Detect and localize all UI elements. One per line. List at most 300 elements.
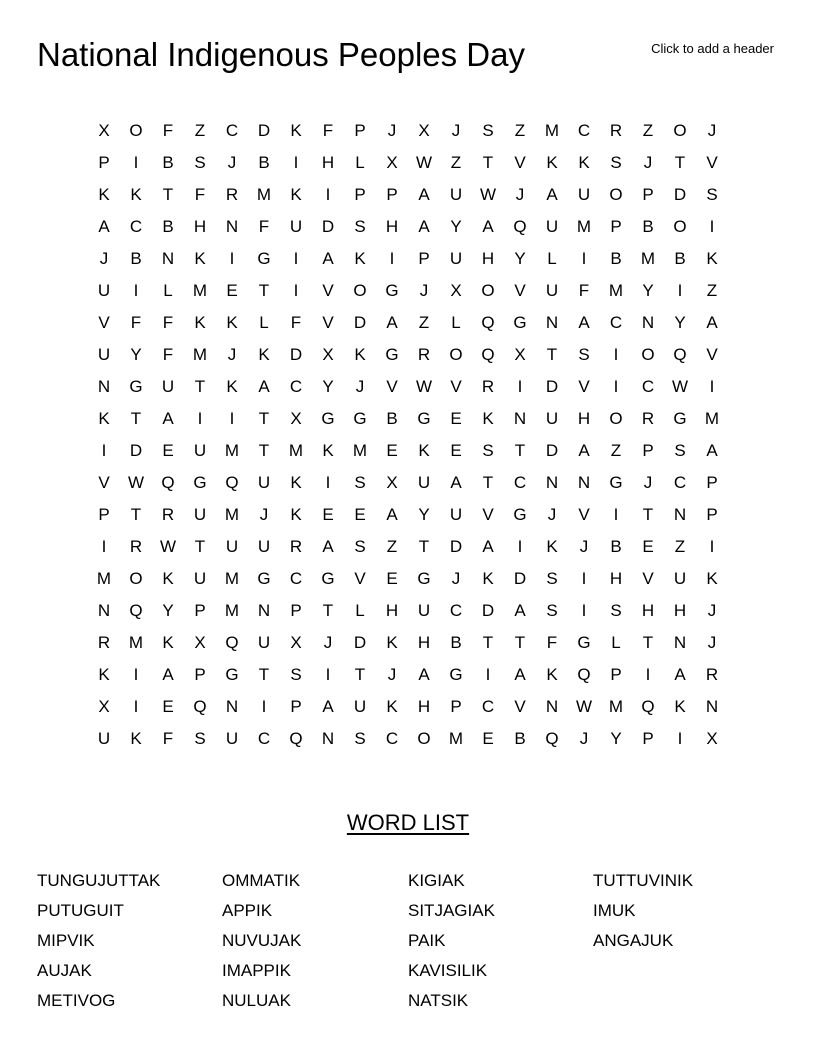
grid-letter: B bbox=[674, 249, 686, 268]
grid-letter: P bbox=[642, 185, 654, 204]
grid-letter: P bbox=[354, 185, 366, 204]
grid-letter: F bbox=[258, 217, 270, 236]
grid-letter: S bbox=[674, 441, 686, 460]
grid-letter: A bbox=[514, 601, 526, 620]
grid-letter: F bbox=[546, 633, 558, 652]
grid-letter: D bbox=[353, 313, 367, 332]
grid-letter: P bbox=[194, 665, 206, 684]
grid-letter: J bbox=[707, 601, 717, 620]
grid-letter: T bbox=[482, 473, 494, 492]
grid-letter: A bbox=[386, 313, 398, 332]
grid-letter: W bbox=[671, 377, 689, 396]
grid-letter: K bbox=[98, 185, 110, 204]
grid-letter: Z bbox=[674, 537, 686, 556]
grid-letter: G bbox=[129, 377, 143, 396]
grid-letter: B bbox=[642, 217, 654, 236]
grid-letter: I bbox=[325, 665, 331, 684]
grid-letter: G bbox=[673, 409, 687, 428]
grid-letter: W bbox=[479, 185, 497, 204]
word-list-item: PUTUGUIT bbox=[37, 901, 124, 920]
grid-letter: N bbox=[257, 601, 271, 620]
grid-letter: D bbox=[129, 441, 143, 460]
grid-letter: M bbox=[256, 185, 272, 204]
grid-letter: H bbox=[385, 601, 399, 620]
grid-letter: I bbox=[133, 153, 139, 172]
grid-letter: E bbox=[482, 729, 494, 748]
grid-letter: V bbox=[98, 473, 110, 492]
grid-letter: J bbox=[387, 121, 397, 140]
grid-letter: P bbox=[706, 505, 718, 524]
grid-letter: N bbox=[513, 409, 527, 428]
grid-letter: C bbox=[577, 121, 591, 140]
grid-letter: H bbox=[193, 217, 207, 236]
grid-letter: P bbox=[610, 217, 622, 236]
grid-letter: I bbox=[613, 377, 619, 396]
grid-letter: S bbox=[482, 441, 494, 460]
grid-letter: A bbox=[482, 217, 494, 236]
grid-letter: H bbox=[481, 249, 495, 268]
grid-letter: K bbox=[98, 665, 110, 684]
grid-letter: U bbox=[161, 377, 175, 396]
grid-letter: C bbox=[129, 217, 143, 236]
grid-letter: M bbox=[608, 281, 624, 300]
grid-letter: R bbox=[705, 665, 719, 684]
grid-letter: S bbox=[354, 537, 366, 556]
grid-letter: P bbox=[290, 601, 302, 620]
grid-letter: N bbox=[545, 697, 559, 716]
word-column-2 bbox=[222, 866, 402, 1016]
grid-letter: K bbox=[226, 313, 238, 332]
grid-letter: Q bbox=[193, 697, 207, 716]
grid-letter: Z bbox=[194, 121, 206, 140]
word-column-4 bbox=[593, 866, 773, 956]
grid-letter: D bbox=[353, 633, 367, 652]
grid-letter: R bbox=[289, 537, 303, 556]
grid-letter: Y bbox=[642, 281, 654, 300]
grid-letter: I bbox=[293, 281, 299, 300]
grid-letter: K bbox=[482, 569, 494, 588]
grid-letter: K bbox=[706, 249, 718, 268]
grid-letter: U bbox=[417, 473, 431, 492]
grid-letter: E bbox=[226, 281, 238, 300]
grid-letter: Z bbox=[514, 121, 526, 140]
grid-letter: M bbox=[224, 505, 240, 524]
grid-letter: B bbox=[162, 217, 174, 236]
grid-letter: X bbox=[386, 153, 398, 172]
grid-letter: A bbox=[706, 441, 718, 460]
grid-letter: N bbox=[161, 249, 175, 268]
grid-letter: A bbox=[578, 313, 590, 332]
grid-letter: T bbox=[130, 409, 142, 428]
word-list-item: KAVISILIK bbox=[408, 961, 488, 980]
grid-letter: K bbox=[130, 729, 142, 748]
grid-letter: L bbox=[355, 601, 365, 620]
grid-letter: G bbox=[513, 313, 527, 332]
grid-letter: K bbox=[258, 345, 270, 364]
word-list-item: ANGAJUK bbox=[593, 931, 674, 950]
grid-letter: R bbox=[129, 537, 143, 556]
word-column-1 bbox=[37, 866, 217, 1016]
grid-letter: K bbox=[354, 345, 366, 364]
grid-letter: Z bbox=[450, 153, 462, 172]
grid-letter: O bbox=[641, 345, 655, 364]
grid-letter: V bbox=[514, 281, 526, 300]
grid-letter: Z bbox=[386, 537, 398, 556]
grid-letter: I bbox=[645, 665, 651, 684]
grid-letter: Y bbox=[610, 729, 622, 748]
word-list-item: AUJAK bbox=[37, 961, 92, 980]
word-list-item: TUNGUJUTTAK bbox=[37, 871, 161, 890]
grid-letter: R bbox=[97, 633, 111, 652]
grid-letter: Q bbox=[225, 633, 239, 652]
grid-letter: I bbox=[581, 569, 587, 588]
grid-letter: E bbox=[450, 409, 462, 428]
grid-letter: I bbox=[325, 473, 331, 492]
grid-letter: A bbox=[258, 377, 270, 396]
grid-letter: H bbox=[385, 217, 399, 236]
grid-letter: V bbox=[98, 313, 110, 332]
page-title: National Indigenous Peoples Day bbox=[37, 36, 525, 73]
letter-grid bbox=[88, 115, 728, 755]
grid-letter: S bbox=[354, 729, 366, 748]
grid-letter: P bbox=[610, 665, 622, 684]
grid-letter: S bbox=[546, 601, 558, 620]
grid-letter: X bbox=[706, 729, 718, 748]
grid-letter: K bbox=[194, 313, 206, 332]
grid-letter: G bbox=[321, 569, 335, 588]
grid-letter: D bbox=[449, 537, 463, 556]
grid-letter: X bbox=[418, 121, 430, 140]
grid-letter: N bbox=[673, 633, 687, 652]
grid-letter: K bbox=[130, 185, 142, 204]
grid-letter: A bbox=[418, 665, 430, 684]
grid-letter: V bbox=[642, 569, 654, 588]
grid-letter: U bbox=[193, 441, 207, 460]
word-list-item: APPIK bbox=[222, 901, 273, 920]
grid-letter: X bbox=[386, 473, 398, 492]
grid-letter: L bbox=[547, 249, 557, 268]
grid-letter: F bbox=[162, 121, 174, 140]
grid-letter: B bbox=[130, 249, 142, 268]
grid-letter: U bbox=[353, 697, 367, 716]
grid-letter: V bbox=[322, 313, 334, 332]
grid-letter: I bbox=[197, 409, 203, 428]
grid-letter: G bbox=[193, 473, 207, 492]
grid-letter: U bbox=[577, 185, 591, 204]
grid-letter: U bbox=[257, 473, 271, 492]
grid-letter: S bbox=[354, 217, 366, 236]
grid-letter: Q bbox=[641, 697, 655, 716]
word-list-item: OMMATIK bbox=[222, 871, 301, 890]
grid-letter: X bbox=[514, 345, 526, 364]
grid-letter: Y bbox=[514, 249, 526, 268]
grid-letter: U bbox=[97, 729, 111, 748]
grid-letter: T bbox=[514, 441, 526, 460]
grid-letter: W bbox=[415, 153, 433, 172]
grid-letter: B bbox=[258, 153, 270, 172]
grid-letter: S bbox=[194, 153, 206, 172]
grid-letter: U bbox=[545, 281, 559, 300]
grid-letter: U bbox=[449, 249, 463, 268]
grid-letter: C bbox=[385, 729, 399, 748]
grid-letter: I bbox=[517, 537, 523, 556]
grid-letter: K bbox=[482, 409, 494, 428]
grid-letter: C bbox=[257, 729, 271, 748]
grid-letter: G bbox=[321, 409, 335, 428]
grid-letter: K bbox=[546, 153, 558, 172]
grid-letter: E bbox=[386, 441, 398, 460]
grid-letter: I bbox=[709, 537, 715, 556]
grid-letter: Q bbox=[545, 729, 559, 748]
grid-letter: Z bbox=[642, 121, 654, 140]
grid-letter: V bbox=[706, 345, 718, 364]
grid-letter: U bbox=[417, 601, 431, 620]
grid-letter: X bbox=[450, 281, 462, 300]
grid-letter: F bbox=[194, 185, 206, 204]
grid-letter: A bbox=[162, 409, 174, 428]
grid-letter: P bbox=[290, 697, 302, 716]
grid-letter: M bbox=[96, 569, 112, 588]
grid-letter: I bbox=[581, 249, 587, 268]
grid-letter: Y bbox=[418, 505, 430, 524]
grid-letter: X bbox=[290, 633, 302, 652]
grid-letter: I bbox=[677, 281, 683, 300]
grid-letter: M bbox=[608, 697, 624, 716]
word-list-item: PAIK bbox=[408, 931, 446, 950]
grid-letter: N bbox=[97, 601, 111, 620]
grid-letter: T bbox=[482, 633, 494, 652]
grid-letter: C bbox=[673, 473, 687, 492]
grid-letter: A bbox=[482, 537, 494, 556]
grid-letter: O bbox=[673, 121, 687, 140]
grid-letter: P bbox=[98, 153, 110, 172]
grid-letter: M bbox=[704, 409, 720, 428]
grid-letter: K bbox=[290, 185, 302, 204]
grid-letter: E bbox=[450, 441, 462, 460]
grid-letter: P bbox=[354, 121, 366, 140]
grid-letter: Y bbox=[674, 313, 686, 332]
grid-letter: W bbox=[127, 473, 145, 492]
grid-letter: O bbox=[609, 409, 623, 428]
grid-letter: T bbox=[162, 185, 174, 204]
grid-letter: R bbox=[417, 345, 431, 364]
grid-letter: F bbox=[130, 313, 142, 332]
grid-letter: U bbox=[193, 505, 207, 524]
grid-letter: E bbox=[354, 505, 366, 524]
grid-letter: P bbox=[386, 185, 398, 204]
grid-letter: N bbox=[545, 473, 559, 492]
grid-letter: H bbox=[321, 153, 335, 172]
word-list-heading-text: WORD LIST bbox=[346, 810, 470, 835]
grid-letter: M bbox=[192, 281, 208, 300]
grid-letter: F bbox=[162, 313, 174, 332]
grid-letter: T bbox=[514, 633, 526, 652]
grid-letter: K bbox=[386, 697, 398, 716]
grid-letter: V bbox=[578, 505, 590, 524]
grid-letter: K bbox=[706, 569, 718, 588]
grid-letter: C bbox=[289, 569, 303, 588]
grid-letter: G bbox=[577, 633, 591, 652]
grid-letter: A bbox=[674, 665, 686, 684]
grid-letter: B bbox=[450, 633, 462, 652]
grid-letter: G bbox=[385, 345, 399, 364]
grid-letter: X bbox=[98, 697, 110, 716]
grid-letter: P bbox=[194, 601, 206, 620]
grid-letter: W bbox=[575, 697, 593, 716]
grid-letter: H bbox=[577, 409, 591, 428]
grid-letter: T bbox=[322, 601, 334, 620]
grid-letter: N bbox=[321, 729, 335, 748]
grid-letter: L bbox=[611, 633, 621, 652]
grid-letter: D bbox=[545, 441, 559, 460]
grid-letter: N bbox=[705, 697, 719, 716]
grid-letter: Z bbox=[418, 313, 430, 332]
grid-letter: U bbox=[225, 729, 239, 748]
grid-letter: A bbox=[546, 185, 558, 204]
grid-letter: I bbox=[293, 249, 299, 268]
grid-letter: F bbox=[290, 313, 302, 332]
grid-letter: F bbox=[162, 345, 174, 364]
grid-letter: Z bbox=[706, 281, 718, 300]
grid-letter: K bbox=[290, 505, 302, 524]
grid-letter: X bbox=[322, 345, 334, 364]
word-list-item: METIVOG bbox=[37, 991, 116, 1010]
grid-letter: H bbox=[417, 633, 431, 652]
grid-letter: V bbox=[514, 153, 526, 172]
grid-letter: A bbox=[322, 697, 334, 716]
grid-letter: T bbox=[418, 537, 430, 556]
grid-letter: Q bbox=[129, 601, 143, 620]
grid-letter: O bbox=[417, 729, 431, 748]
grid-letter: K bbox=[546, 537, 558, 556]
grid-letter: C bbox=[225, 121, 239, 140]
grid-letter: O bbox=[673, 217, 687, 236]
grid-letter: Z bbox=[610, 441, 622, 460]
grid-letter: J bbox=[387, 665, 397, 684]
grid-letter: T bbox=[258, 409, 270, 428]
grid-letter: M bbox=[224, 569, 240, 588]
word-list-item: MIPVIK bbox=[37, 931, 95, 950]
grid-letter: K bbox=[418, 441, 430, 460]
grid-letter: H bbox=[609, 569, 623, 588]
grid-letter: G bbox=[257, 249, 271, 268]
grid-letter: S bbox=[578, 345, 590, 364]
grid-letter: K bbox=[162, 569, 174, 588]
grid-letter: J bbox=[643, 473, 653, 492]
grid-letter: G bbox=[225, 665, 239, 684]
grid-letter: B bbox=[386, 409, 398, 428]
grid-letter: K bbox=[290, 121, 302, 140]
grid-letter: H bbox=[641, 601, 655, 620]
grid-letter: B bbox=[514, 729, 526, 748]
grid-letter: A bbox=[322, 537, 334, 556]
grid-letter: R bbox=[641, 409, 655, 428]
grid-letter: S bbox=[290, 665, 302, 684]
grid-letter: I bbox=[485, 665, 491, 684]
grid-letter: C bbox=[641, 377, 655, 396]
grid-letter: G bbox=[417, 409, 431, 428]
grid-letter: D bbox=[673, 185, 687, 204]
grid-letter: T bbox=[546, 345, 558, 364]
grid-letter: L bbox=[451, 313, 461, 332]
grid-letter: M bbox=[224, 441, 240, 460]
grid-letter: R bbox=[609, 121, 623, 140]
grid-letter: T bbox=[354, 665, 366, 684]
grid-letter: U bbox=[449, 505, 463, 524]
grid-letter: I bbox=[293, 153, 299, 172]
grid-letter: J bbox=[643, 153, 653, 172]
grid-letter: K bbox=[546, 665, 558, 684]
grid-letter: J bbox=[419, 281, 429, 300]
add-header-placeholder[interactable]: Click to add a header bbox=[651, 41, 774, 56]
grid-letter: V bbox=[354, 569, 366, 588]
grid-letter: S bbox=[706, 185, 718, 204]
grid-letter: U bbox=[289, 217, 303, 236]
grid-letter: C bbox=[449, 601, 463, 620]
grid-letter: T bbox=[258, 281, 270, 300]
word-column-3 bbox=[408, 866, 588, 1016]
grid-letter: T bbox=[130, 505, 142, 524]
grid-letter: I bbox=[101, 441, 107, 460]
grid-letter: M bbox=[192, 345, 208, 364]
grid-letter: L bbox=[259, 313, 269, 332]
grid-letter: X bbox=[290, 409, 302, 428]
grid-letter: R bbox=[161, 505, 175, 524]
word-list-item: SITJAGIAK bbox=[408, 901, 495, 920]
grid-letter: P bbox=[418, 249, 430, 268]
grid-letter: M bbox=[128, 633, 144, 652]
grid-letter: N bbox=[97, 377, 111, 396]
grid-letter: O bbox=[129, 121, 143, 140]
grid-letter: B bbox=[610, 249, 622, 268]
grid-letter: D bbox=[289, 345, 303, 364]
grid-letter: B bbox=[162, 153, 174, 172]
grid-letter: K bbox=[226, 377, 238, 396]
word-list-heading bbox=[0, 808, 816, 838]
word-list-item: IMUK bbox=[593, 901, 636, 920]
grid-letter: I bbox=[677, 729, 683, 748]
grid-letter: U bbox=[545, 409, 559, 428]
grid-letter: Q bbox=[481, 313, 495, 332]
grid-letter: U bbox=[449, 185, 463, 204]
grid-letter: M bbox=[640, 249, 656, 268]
grid-letter: Y bbox=[130, 345, 142, 364]
grid-letter: G bbox=[449, 665, 463, 684]
grid-letter: G bbox=[257, 569, 271, 588]
grid-letter: I bbox=[261, 697, 267, 716]
grid-letter: J bbox=[515, 185, 525, 204]
grid-letter: T bbox=[482, 153, 494, 172]
grid-letter: Q bbox=[577, 665, 591, 684]
grid-letter: Q bbox=[673, 345, 687, 364]
grid-letter: Y bbox=[162, 601, 174, 620]
grid-letter: I bbox=[229, 409, 235, 428]
grid-letter: Y bbox=[322, 377, 334, 396]
grid-letter: G bbox=[417, 569, 431, 588]
word-list-item: KIGIAK bbox=[408, 871, 465, 890]
grid-letter: K bbox=[674, 697, 686, 716]
grid-letter: P bbox=[642, 441, 654, 460]
grid-letter: K bbox=[322, 441, 334, 460]
grid-letter: A bbox=[450, 473, 462, 492]
grid-letter: O bbox=[609, 185, 623, 204]
grid-letter: U bbox=[257, 537, 271, 556]
grid-letter: N bbox=[641, 313, 655, 332]
grid-letter: R bbox=[225, 185, 239, 204]
word-list-item: NATSIK bbox=[408, 991, 469, 1010]
grid-letter: T bbox=[194, 537, 206, 556]
grid-letter: C bbox=[289, 377, 303, 396]
